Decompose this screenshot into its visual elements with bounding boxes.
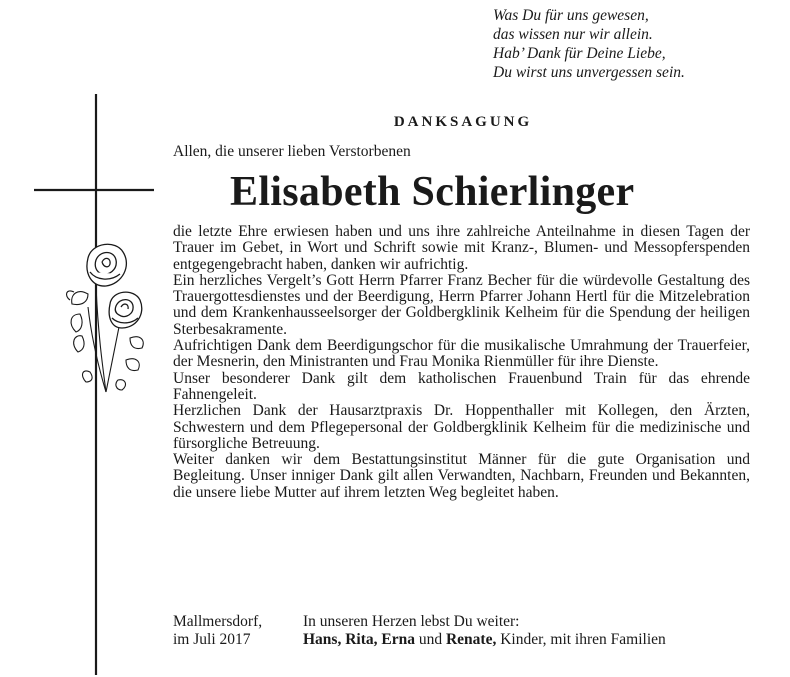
- deceased-name: Elisabeth Schierlinger: [230, 169, 635, 215]
- thanks-text: [173, 224, 750, 501]
- paragraph: die letzte Ehre erwiesen haben und uns ihre zahlreiche Anteilnahme in diesen Tagen der Trauer im Gebet, in Wort und Schrift sowie mit Kranz-, Blumen- und Messopferspenden entgegengebracht haben, danken wir aufrichtig.: [173, 223, 750, 273]
- poem-line: Was Du für uns gewesen,: [493, 7, 649, 24]
- motto: In unseren Herzen lebst Du weiter:: [303, 613, 520, 630]
- family-names: [303, 631, 666, 649]
- page-title: DANKSAGUNG: [393, 114, 533, 130]
- family-signature: [303, 613, 666, 649]
- names-and: und: [418, 631, 443, 648]
- paragraph: Herzlichen Dank der Hausarztpraxis Dr. Hoppenthaller mit Kollegen, den Ärzten, Schwestern und dem Pflegepersonal der Goldbergklinik Kelheim für die medizinische und fürsorgliche Betreuung.: [173, 402, 750, 452]
- intro-line: Allen, die unserer lieben Verstorbenen: [173, 143, 411, 160]
- poem-line: Du wirst uns unvergessen sein.: [493, 64, 685, 81]
- paragraph: Ein herzliches Vergelt’s Gott Herrn Pfarrer Franz Becher für die würdevolle Gestaltung des Trauergottesdienstes und der Beerdigung, Herrn Pfarrer Johann Hertl für die Mitzelebration und dem Krankenhausseelsorger der Goldbergklinik Kelheim für die Spendung der heiligen Sterbesakramente.: [173, 271, 750, 338]
- place-date: [173, 613, 262, 649]
- cross-with-roses-icon: [30, 92, 160, 677]
- paragraph: Weiter danken wir dem Bestattungsinstitut Männer für die gute Organisation und Begleitung. Unser inniger Dank gilt allen Verwandten, Nachbarn, Freunden und Bekannten, die unsere liebe Mutter auf ihrem letzten Weg begleitet haben.: [173, 451, 750, 501]
- paragraph: Aufrichtigen Dank dem Beerdigungschor für die musikalische Umrahmung der Trauerfeier, der Mesnerin, den Ministranten und Frau Monika Rienmüller für ihre Dienste.: [173, 337, 750, 371]
- poem: [493, 6, 685, 82]
- last-name-bold: Renate,: [445, 631, 497, 648]
- paragraph: Unser besonderer Dank gilt dem katholischen Frauenbund Train für das ehrende Fahnengeleit.: [173, 369, 750, 403]
- place: Mallmersdorf,: [173, 613, 263, 630]
- names-bold: Hans, Rita, Erna: [303, 631, 415, 648]
- poem-line: Hab’ Dank für Deine Liebe,: [493, 45, 666, 62]
- date: im Juli 2017: [173, 631, 251, 648]
- names-suffix: Kinder, mit ihren Familien: [500, 631, 666, 648]
- poem-line: das wissen nur wir allein.: [493, 26, 653, 43]
